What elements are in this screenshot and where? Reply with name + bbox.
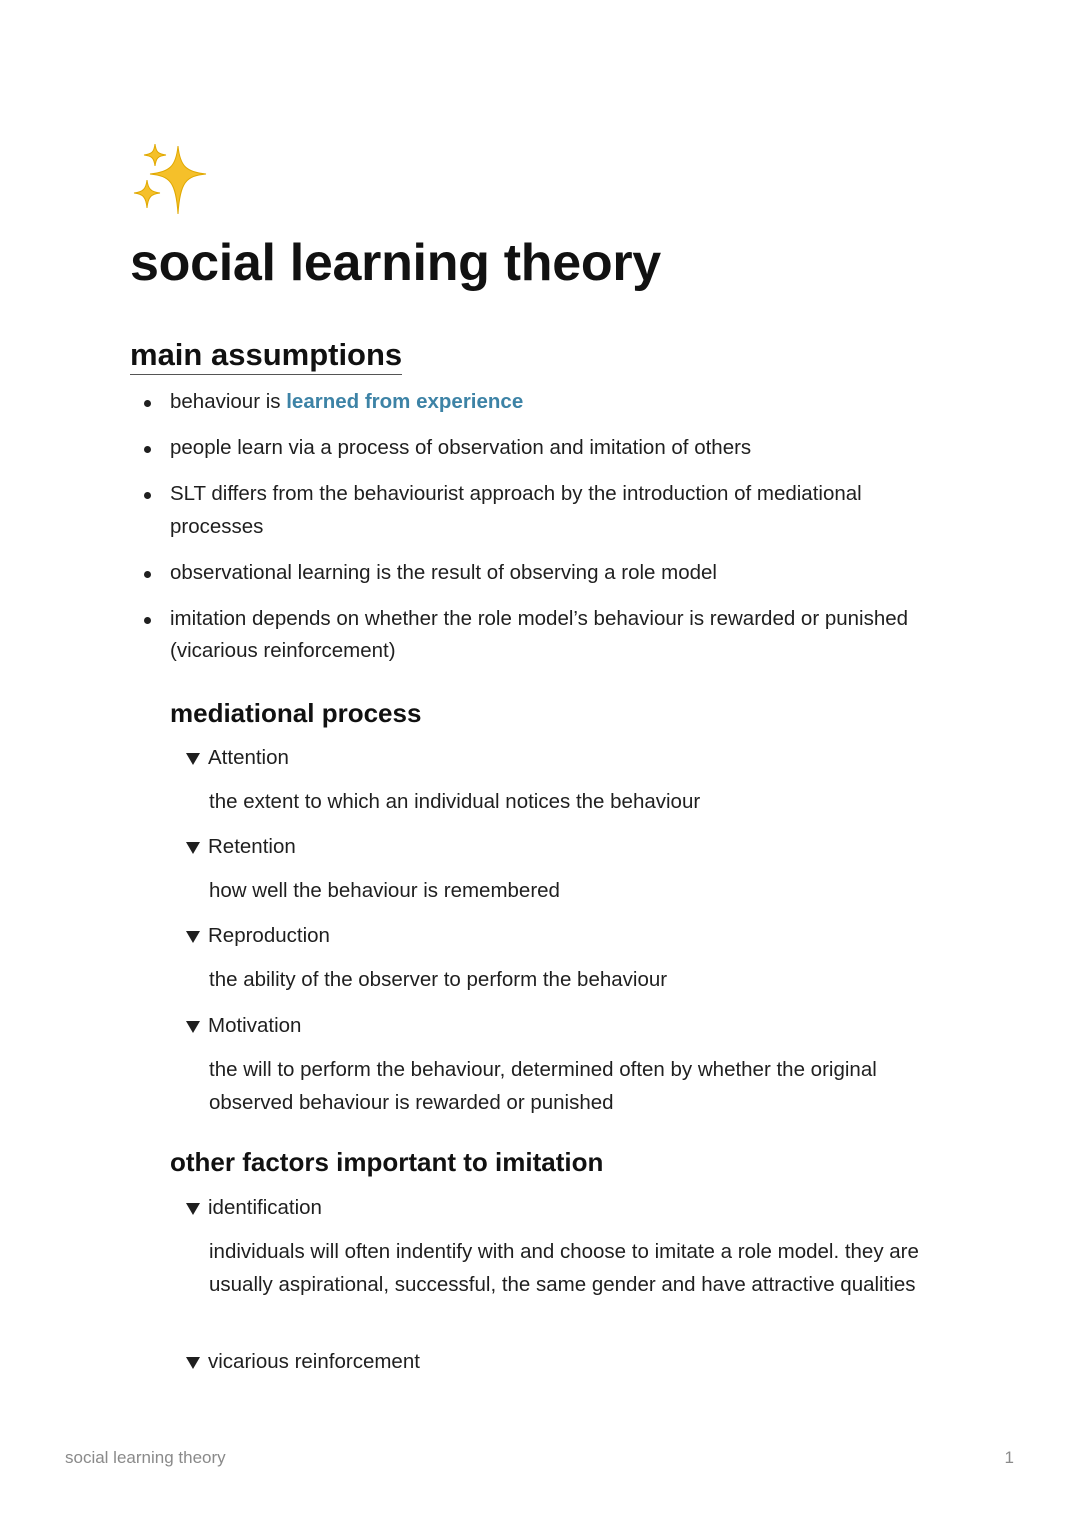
bullet-text: behaviour is xyxy=(170,390,287,413)
toggle-content: the extent to which an individual notices the behaviour xyxy=(209,790,701,813)
toggle-header[interactable] xyxy=(186,920,926,952)
toggle-content: how well the behaviour is remembered xyxy=(209,879,560,902)
toggle-label: vicarious reinforcement xyxy=(208,1350,420,1373)
footer-doc-title: social learning theory xyxy=(65,1448,226,1467)
toggle-label: Attention xyxy=(208,746,289,769)
toggle-motivation[interactable] xyxy=(186,1010,926,1119)
toggle-retention[interactable] xyxy=(186,831,926,908)
toggle-content: the will to perform the behaviour, determined often by whether the original observed behaviour is rewarded or punished xyxy=(209,1058,877,1114)
list-item: imitation depends on whether the role model’s behaviour is rewarded or punished (vicarious reinforcement) xyxy=(130,603,930,668)
toggle-content: the ability of the observer to perform the behaviour xyxy=(209,968,668,991)
toggle-label: Reproduction xyxy=(208,924,330,947)
assumptions-list xyxy=(130,386,930,681)
list-item: observational learning is the result of observing a role model xyxy=(130,557,930,590)
list-item xyxy=(130,386,930,419)
toggle-identification[interactable] xyxy=(186,1192,926,1301)
triangle-down-icon[interactable] xyxy=(186,1203,200,1215)
toggle-vicarious-reinforcement[interactable] xyxy=(186,1346,926,1378)
triangle-down-icon[interactable] xyxy=(186,931,200,943)
toggle-header[interactable] xyxy=(186,1192,926,1224)
toggle-header[interactable] xyxy=(186,831,926,863)
toggle-attention[interactable] xyxy=(186,742,926,819)
toggle-label: identification xyxy=(208,1196,322,1219)
section-heading-other-factors: other factors important to imitation xyxy=(170,1147,604,1177)
list-item: SLT differs from the behaviourist approach by the introduction of mediational processes xyxy=(130,478,930,543)
section-heading-mediational-process: mediational process xyxy=(170,698,422,728)
toggle-reproduction[interactable] xyxy=(186,920,926,997)
toggle-content: individuals will often indentify with and choose to imitate a role model. they are usually aspirational, successful, the same gender and have attractive qualities xyxy=(209,1240,919,1296)
sparkles-icon xyxy=(130,138,214,222)
toggle-header[interactable] xyxy=(186,1010,926,1042)
toggle-header[interactable] xyxy=(186,1346,926,1378)
section-heading-main-assumptions: main assumptions xyxy=(130,336,402,375)
triangle-down-icon[interactable] xyxy=(186,1357,200,1369)
triangle-down-icon[interactable] xyxy=(186,842,200,854)
highlighted-text: learned from experience xyxy=(286,390,524,413)
toggle-label: Motivation xyxy=(208,1014,302,1037)
toggle-header[interactable] xyxy=(186,742,926,774)
list-item: people learn via a process of observation and imitation of others xyxy=(130,432,930,465)
toggle-label: Retention xyxy=(208,835,296,858)
footer-page-number: 1 xyxy=(1004,1448,1014,1467)
triangle-down-icon[interactable] xyxy=(186,1021,200,1033)
page-title: social learning theory xyxy=(130,234,661,292)
triangle-down-icon[interactable] xyxy=(186,753,200,765)
